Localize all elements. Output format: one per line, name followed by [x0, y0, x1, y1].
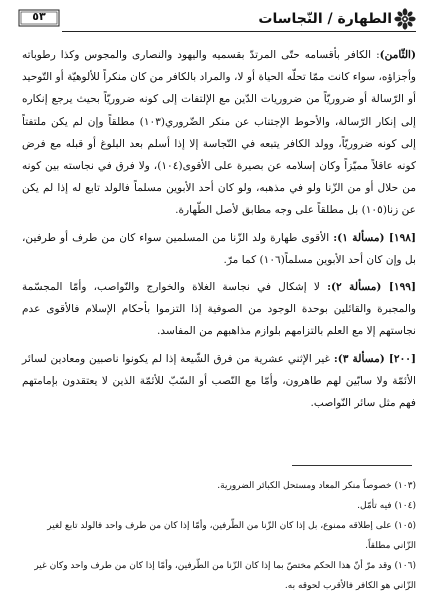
running-title: الطهارة / النّجاسات — [258, 11, 392, 27]
main-text — [22, 44, 416, 414]
footnote: (١٠٥) على إطلاقه ممنوع، بل إذا كان الزّنا من الطّرفين، وأمّا إذا كان من طرف واحد فالولد تابع لغير الزّاني مطلقاً. — [47, 521, 416, 551]
page-header — [18, 8, 416, 34]
paragraph-eighth — [22, 44, 416, 222]
footnotes — [22, 476, 416, 596]
paragraph-text: : الكافر بأقسامه حتّى المرتدّ بقسميه واليهود والنصارى والمجوس وكذا رطوباته وأجزاؤه، سواء كانت ممّا تحلّه الحياة أو لا، والمراد بالكافر من كان منكراً للألوهيّة أو التّوحيد أو الرّسالة أو ضروريّاً من ضروريات الدّين مع الإلتفات إلى كونه ضروريّاً بحيث يرجع إنكاره إلى إنكار الرّسالة، والأحوط الإجتناب عن منكر الضّروري(١٠٣) مطلقاً وإن لم يكن ملتفتاً إلى كونه ضروريّاً، وولد الكافر يتبعه في النّجاسة إلا إذا أسلم بعد البلوغ أو قبله مع فرض كونه عاقلاً مميّزاً وكان إسلامه عن بصيرة على الأقوى(١٠٤)، ولا فرق في نجاسته بين كونه من حلال أو من الزّنا ولو في مذهبه، ولو كان أحد الأبوين مسلماً فالولد تابع له إذا لم يكن عن زنا(١٠٥) بل مطلقاً على وجه مطابق لأصل الطّهارة. — [22, 49, 417, 217]
paragraph-label: [١٩٨] (مسألة ١): — [333, 231, 416, 244]
paragraph-text: الأقوى طهارة ولد الزّنا من المسلمين سواء كان من طرف أو طرفين، بل وإن كان أحد الأبوين مسلماً(١٠٦) كما مرّ. — [22, 231, 416, 266]
header-rule — [62, 31, 416, 32]
paragraph-text: لا إشكال في نجاسة الغلاة والخوارج والنّواصب، وأمّا المجسّمة والمجبرة والقائلين بوحدة الوجود من الصوفية إذا التزموا بأحكام الإسلام فالأقوى عدم نجاستهم إلا مع العلم بالتزامهم بلوازم مذاهبهم من المفاسد. — [22, 281, 416, 338]
paragraph-issue-200 — [22, 348, 416, 415]
paragraph-issue-199 — [22, 276, 416, 343]
footnote: (١٠٦) وقد مرّ أنّ هذا الحكم مختصّ بما إذا كان الزّنا من الطّرفين، وأمّا إذا كان من طرف واحد وكان غير الزّاني هو الكافر فالأقرب لحوقه به. — [34, 561, 416, 591]
paragraph-label: (الثّامن) — [379, 49, 416, 61]
flower-ornament-icon — [394, 8, 416, 30]
paragraph-label: [٢٠٠] (مسألة ٣): — [333, 352, 416, 365]
page-number: ٥٣ — [32, 10, 46, 23]
page-number-box — [18, 9, 60, 27]
footnote: (١٠٣) خصوصاً منكر المعاد ومستحل الكبائر الضرورية. — [217, 481, 416, 491]
paragraph-label: [١٩٩] (مسألة ٢): — [327, 281, 416, 294]
paragraph-issue-198 — [22, 227, 416, 271]
footnote-rule — [292, 465, 412, 466]
paragraph-text: غير الإثني عشرية من فرق الشّيعة إذا لم يكونوا ناصبين ومعادين لسائر الأئمّة ولا سابّين لهم طاهرون، وأمّا مع النّصب أو السّبّ للأئمّة الذين لا يعتقدون بإمامتهم فهم مثل سائر النّواصب. — [22, 352, 416, 410]
footnote: (١٠٤) فيه تأمّل. — [357, 501, 416, 511]
